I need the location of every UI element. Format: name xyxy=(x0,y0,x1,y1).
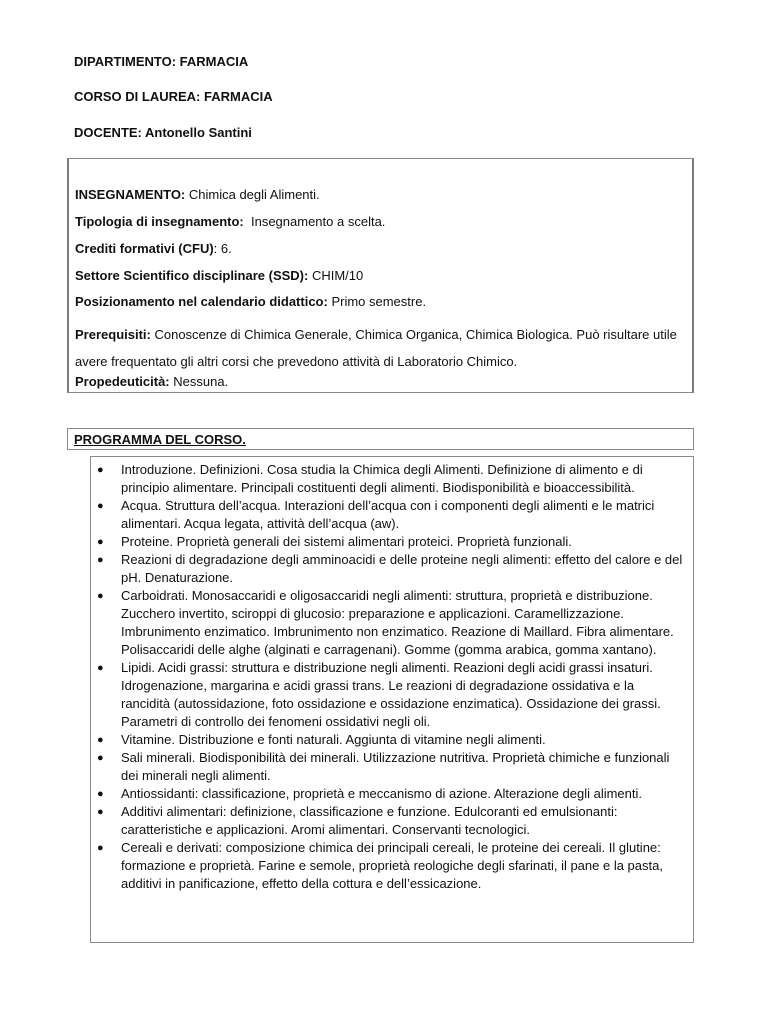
settore-row xyxy=(75,268,686,284)
programma-item-text: Antiossidanti: classificazione, proprietà e meccanismo di azione. Alterazione degli alimenti. xyxy=(121,786,642,801)
settore-value: CHIM/10 xyxy=(308,268,364,283)
insegnamento-label: INSEGNAMENTO: xyxy=(75,187,186,202)
tipologia-row xyxy=(75,214,686,230)
programma-item-text: Carboidrati. Monosaccaridi e oligosaccaridi negli alimenti: struttura, proprietà e distribuzione. Zucchero invertito, sciroppi di glucosio: preparazione e applicazioni. Caramellizzazione. Imbrunimento enzimatico. Imbrunimento non enzimatico. Reazione di Maillard. Fibra alimentare. Polisaccaridi delle alghe (alginati e carragenani). Gomme (gomma arabica, gomma xantano). xyxy=(121,588,674,657)
insegnamento-value: Chimica degli Alimenti. xyxy=(185,187,320,202)
propedeuticita-value: Nessuna. xyxy=(169,374,229,389)
bullet-icon: ● xyxy=(97,788,104,800)
bullet-icon: ● xyxy=(97,842,104,854)
bullet-icon: ● xyxy=(97,734,104,746)
prerequisiti-label: Prerequisiti: xyxy=(75,327,151,342)
posizionamento-label: Posizionamento nel calendario didattico: xyxy=(75,294,328,309)
programma-item xyxy=(91,551,683,587)
programma-item-text: Lipidi. Acidi grassi: struttura e distribuzione negli alimenti. Reazioni degli acidi grassi insaturi. Idrogenazione, margarina e acidi grassi trans. Le reazioni di degradazione ossidativa e la rancidità (autossidazione, foto ossidazione e ossidazione enzimatica). Ossidazione dei grassi. Parametri di controllo dei fenomeni ossidativi negli oli. xyxy=(121,660,661,729)
bullet-icon: ● xyxy=(97,806,104,818)
tipologia-label: Tipologia di insegnamento: xyxy=(75,214,244,229)
programma-item-text: Acqua. Struttura dell’acqua. Interazioni dell’acqua con i componenti degli alimenti e le matrici alimentari. Acqua legata, attività dell’acqua (aw). xyxy=(121,498,655,531)
posizionamento-row xyxy=(75,294,686,310)
bullet-icon: ● xyxy=(97,536,104,548)
programma-item-text: Proteine. Proprietà generali dei sistemi alimentari proteici. Proprietà funzionali. xyxy=(121,534,572,549)
bullet-icon: ● xyxy=(97,554,104,566)
settore-label: Settore Scientifico disciplinare (SSD): xyxy=(75,268,309,283)
prerequisiti-value: Conoscenze di Chimica Generale, Chimica Organica, Chimica Biologica. Può risultare utile avere frequentato gli altri corsi che prevedono attività di Laboratorio Chimico. xyxy=(75,327,677,369)
programma-item xyxy=(91,803,683,839)
programma-item xyxy=(91,587,683,659)
programma-title-box xyxy=(67,428,694,450)
programma-item xyxy=(91,731,683,749)
programma-item-text: Sali minerali. Biodisponibilità dei minerali. Utilizzazione nutritiva. Proprietà chimiche e funzionali dei minerali negli alimenti. xyxy=(121,750,670,783)
propedeuticita-row xyxy=(75,374,686,390)
propedeuticita-label: Propedeuticità: xyxy=(75,374,170,389)
course-info-box xyxy=(67,158,694,393)
bullet-icon: ● xyxy=(97,662,104,674)
programma-item-text: Cereali e derivati: composizione chimica dei principali cereali, le proteine dei cereali. Il glutine: formazione e proprietà. Farine e semole, proprietà reologiche degli sfarinati, il pane e la pasta, additivi in panificazione, effetto della cottura e dell’essicazione. xyxy=(121,840,663,891)
bullet-icon: ● xyxy=(97,752,104,764)
posizionamento-value: Primo semestre. xyxy=(327,294,427,309)
programma-item-text: Introduzione. Definizioni. Cosa studia la Chimica degli Alimenti. Definizione di alimento e di principio alimentare. Principali costituenti degli alimenti. Biodisponibilità e bioaccessibilità. xyxy=(121,462,643,495)
dipartimento-heading: DIPARTIMENTO: FARMACIA xyxy=(74,54,249,69)
docente-heading: DOCENTE: Antonello Santini xyxy=(74,125,252,140)
programma-item xyxy=(91,533,683,551)
programma-item xyxy=(91,659,683,731)
programma-item-text: Reazioni di degradazione degli amminoacidi e delle proteine negli alimenti: effetto del calore e del pH. Denaturazione. xyxy=(121,552,683,585)
programma-item-text: Vitamine. Distribuzione e fonti naturali. Aggiunta di vitamine negli alimenti. xyxy=(121,732,546,747)
programma-item xyxy=(91,461,683,497)
crediti-row xyxy=(75,241,686,257)
programma-item-text: Additivi alimentari: definizione, classificazione e funzione. Edulcoranti ed emulsionanti: caratteristiche e applicazioni. Aromi alimentari. Conservanti tecnologici. xyxy=(121,804,618,837)
bullet-icon: ● xyxy=(97,590,104,602)
bullet-icon: ● xyxy=(97,464,104,476)
crediti-value: : 6. xyxy=(213,241,232,256)
programma-item xyxy=(91,785,683,803)
corso-heading: CORSO DI LAUREA: FARMACIA xyxy=(74,89,273,104)
programma-item xyxy=(91,497,683,533)
programma-item xyxy=(91,749,683,785)
insegnamento-row xyxy=(75,187,686,203)
tipologia-value: Insegnamento a scelta. xyxy=(243,214,386,229)
crediti-label: Crediti formativi (CFU) xyxy=(75,241,214,256)
programma-title: PROGRAMMA DEL CORSO. xyxy=(74,432,246,447)
programma-item xyxy=(91,839,683,893)
bullet-icon: ● xyxy=(97,500,104,512)
programma-list xyxy=(91,457,693,893)
prerequisiti-row xyxy=(75,321,686,375)
programma-box xyxy=(90,456,694,943)
